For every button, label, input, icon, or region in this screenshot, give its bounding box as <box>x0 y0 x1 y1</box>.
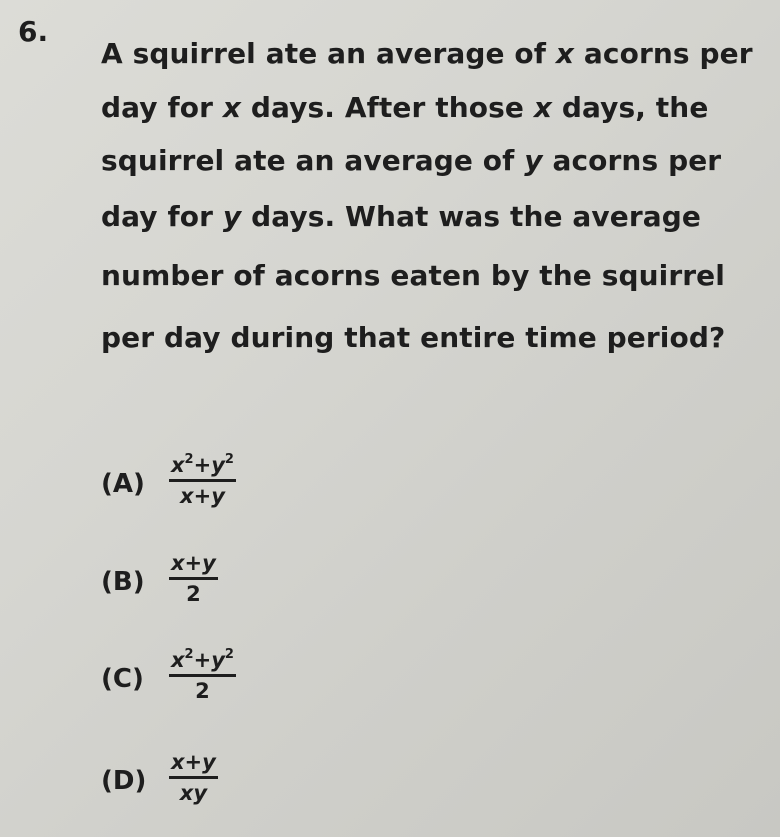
answer-choice-a <box>101 452 401 515</box>
question-number: 6. <box>18 15 49 48</box>
choice-label: (C) <box>101 664 144 694</box>
fraction <box>169 553 218 605</box>
variable-x: x <box>555 37 575 70</box>
answer-choice-d <box>101 752 401 812</box>
text-run: number of acorns eaten by the squirrel <box>101 259 725 292</box>
fraction-bar <box>169 577 218 580</box>
text-run: per day during that entire time period? <box>101 321 726 354</box>
fraction-numerator: x+y <box>171 551 216 575</box>
text-run: day for <box>101 91 223 124</box>
choice-label: (D) <box>101 766 147 796</box>
text-run: day for <box>101 200 223 233</box>
fraction-denominator: x+y <box>180 484 225 508</box>
text-run: acorns per <box>542 144 722 177</box>
question-line-3 <box>101 144 722 177</box>
answer-choice-c <box>101 647 401 710</box>
text-run: acorns per <box>574 37 753 70</box>
fraction-numerator: $x^2+y^2$ <box>171 452 234 477</box>
text-run: days. After those <box>241 91 534 124</box>
fraction-denominator: 2 <box>186 582 201 606</box>
fraction-bar <box>169 776 218 779</box>
variable-x: x <box>533 91 552 124</box>
text-run: squirrel ate an average of <box>101 144 525 177</box>
text-run: days. What was the average <box>241 200 701 233</box>
question-line-4 <box>101 200 701 233</box>
fraction <box>169 452 236 508</box>
fraction-denominator: 2 <box>195 679 210 703</box>
text-run: days, the <box>551 91 709 124</box>
fraction-numerator: x+y <box>171 750 216 774</box>
variable-x: x <box>222 91 242 124</box>
fraction <box>169 647 236 703</box>
choice-label: (A) <box>101 469 145 499</box>
question-line-5 <box>101 259 725 292</box>
fraction-denominator: xy <box>179 781 208 805</box>
choice-label: (B) <box>101 567 145 597</box>
question-line-6 <box>101 321 726 354</box>
fraction <box>169 752 218 804</box>
fraction-bar <box>169 674 236 677</box>
answer-choice-b <box>101 553 401 613</box>
fraction-numerator: $x^2+y^2$ <box>171 647 234 672</box>
variable-y: y <box>524 144 543 177</box>
fraction-bar <box>169 479 236 482</box>
variable-y: y <box>222 200 242 233</box>
question-line-1 <box>101 37 753 70</box>
text-run: A squirrel ate an average of <box>101 37 556 70</box>
question-line-2 <box>101 91 709 124</box>
